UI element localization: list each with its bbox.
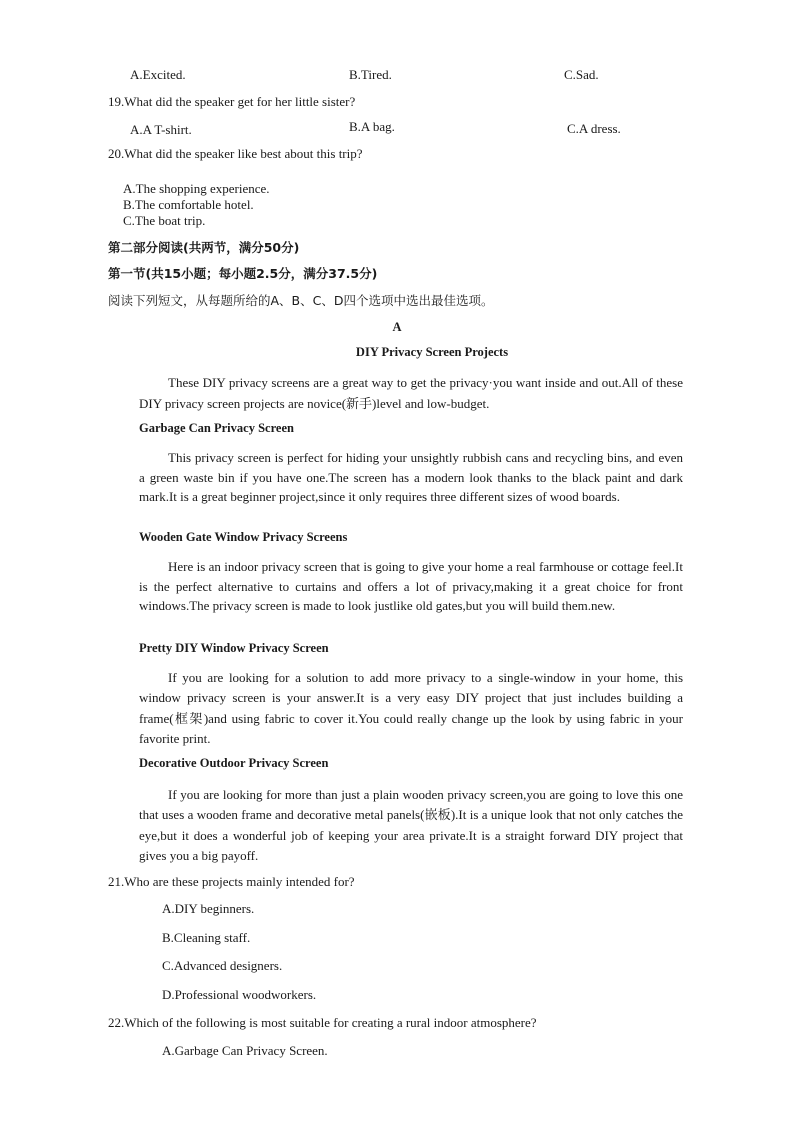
q21-option-d: D.Professional woodworkers. xyxy=(162,987,317,1002)
q19-question: 19.What did the speaker get for her little sister? xyxy=(108,94,356,109)
passage-title: DIY Privacy Screen Projects xyxy=(355,345,509,359)
q19-option-a: A.A T-shirt. xyxy=(130,122,192,137)
q18-option-b: B.Tired. xyxy=(349,67,392,82)
q20-option-b: B.The comfortable hotel. xyxy=(123,197,254,212)
q20-option-c: C.The boat trip. xyxy=(123,213,206,228)
section-body-text: If you are looking for a solution to add more privacy to a single-window in your home, this window privacy screen is your answer.It is a very easy DIY project that just includes building a frame(框架)and using fabric to cover it.You could really change up the look by using fabric in your favorite print. xyxy=(139,670,683,746)
q19-option-c: C.A dress. xyxy=(567,121,621,136)
q21-option-c: C.Advanced designers. xyxy=(162,958,283,973)
q18-option-c: C.Sad. xyxy=(564,67,599,82)
q19-option-b: B.A bag. xyxy=(349,119,395,134)
section-heading-wooden-gate: Wooden Gate Window Privacy Screens xyxy=(139,530,348,544)
section-heading-decorative-outdoor: Decorative Outdoor Privacy Screen xyxy=(139,756,329,770)
q21-option-a: A.DIY beginners. xyxy=(162,901,255,916)
q21-question: 21.Who are these projects mainly intended for? xyxy=(108,874,355,889)
q20-option-a: A.The shopping experience. xyxy=(123,181,270,196)
section-heading-garbage-can: Garbage Can Privacy Screen xyxy=(139,421,294,435)
section-body-text: This privacy screen is perfect for hiding your unsightly rubbish cans and recycling bins, and even a green waste bin if you have one.The screen has a modern look thanks to the black paint and dark mark.It is a great beginner project,since it only requires three different sizes of wood boards. xyxy=(139,450,683,505)
section-body-decorative-outdoor xyxy=(139,785,683,866)
section1-title: 第一节(共15小题；每小题2.5分，满分37.5分) xyxy=(108,266,378,281)
reading-instructions: 阅读下列短文，从每题所给的A、B、C、D四个选项中选出最佳选项。 xyxy=(108,293,494,308)
passage-label: A xyxy=(392,320,402,334)
section-heading-pretty-window: Pretty DIY Window Privacy Screen xyxy=(139,641,329,655)
section-body-text: Here is an indoor privacy screen that is going to give your home a real farmhouse or cottage feel.It is the perfect alternative to curtains and offers a lot of privacy,making it a great choice for front windows.The privacy screen is made to look justlike old gates,but you will build them.new. xyxy=(139,559,683,614)
section-body-text: If you are looking for more than just a plain wooden privacy screen,you are going to love this one that uses a wooden frame and decorative metal panels(嵌板).It is a unique look that not only catches the eye,but it does a wonderful job of keeping your area private.It is a straight forward DIY project that gives you a big payoff. xyxy=(139,787,683,863)
q18-option-a: A.Excited. xyxy=(130,67,186,82)
section-body-wooden-gate xyxy=(139,557,683,616)
passage-intro xyxy=(139,372,683,414)
section-body-pretty-window xyxy=(139,668,683,749)
section-body-garbage-can xyxy=(139,448,683,507)
passage-intro-text: These DIY privacy screens are a great way to get the privacy·you want inside and out.All of these DIY privacy screen projects are novice(新手)level and low-budget. xyxy=(139,375,683,411)
part2-title: 第二部分阅读(共两节，满分50分) xyxy=(108,240,300,255)
q20-question: 20.What did the speaker like best about this trip? xyxy=(108,146,363,161)
q21-option-b: B.Cleaning staff. xyxy=(162,930,251,945)
q22-option-a: A.Garbage Can Privacy Screen. xyxy=(162,1043,328,1058)
q22-question: 22.Which of the following is most suitable for creating a rural indoor atmosphere? xyxy=(108,1015,537,1030)
